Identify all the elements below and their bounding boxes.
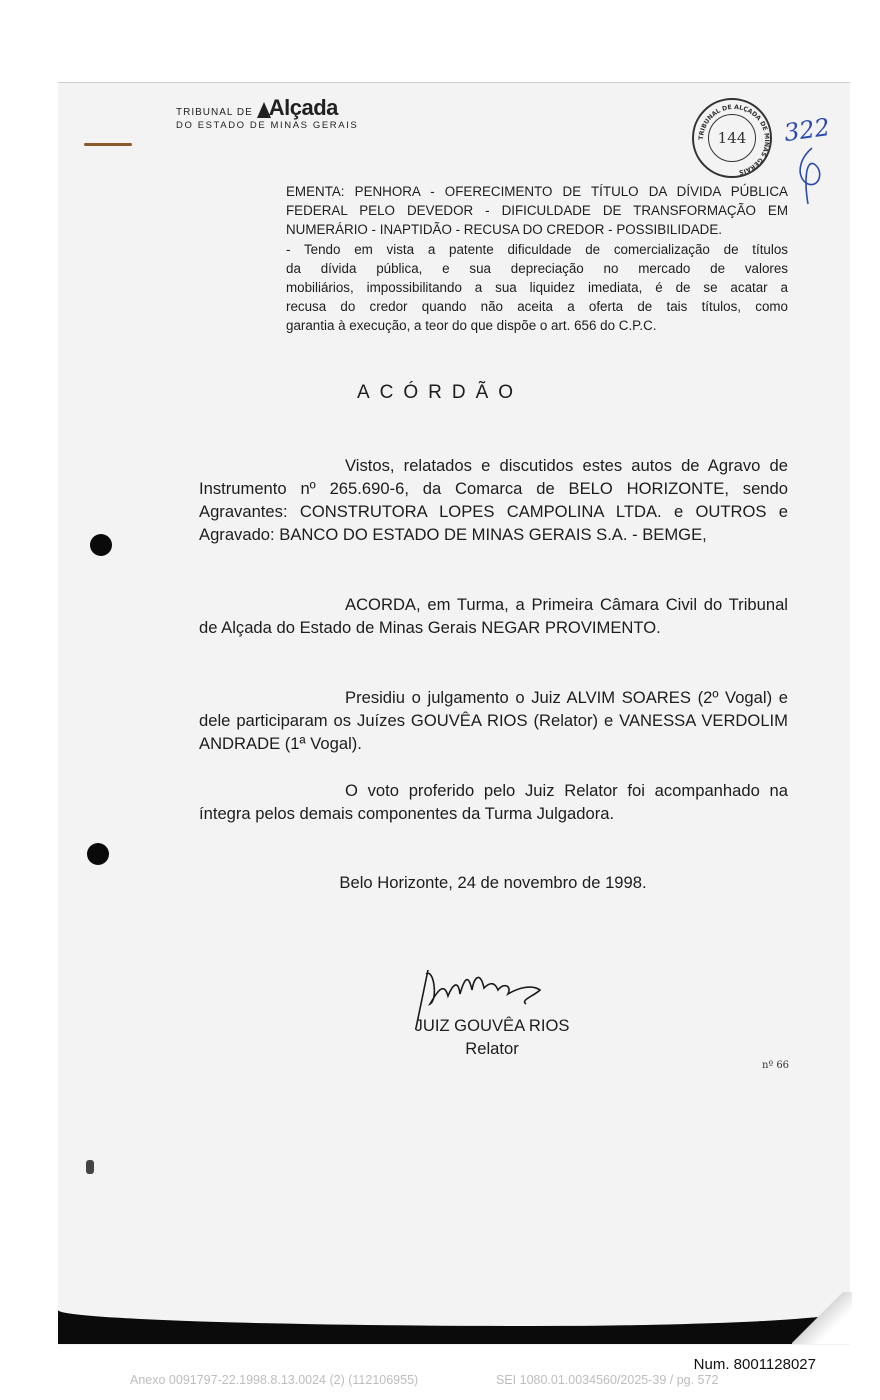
paragraph-text: O voto proferido pelo Juiz Relator foi acompanhado na íntegra pelos demais componentes da Turma Julgadora. xyxy=(199,781,788,823)
paper-mark xyxy=(86,1160,94,1174)
paragraph-voto xyxy=(199,779,788,825)
sei-reference: SEI 1080.01.0034560/2025-39 / pg. 572 xyxy=(496,1373,719,1387)
logo-main: Alçada xyxy=(268,95,338,120)
stamp-number: 144 xyxy=(708,114,756,162)
paragraph-text: Vistos, relatados e discutidos estes autos de Agravo de Instrumento nº 265.690-6, da Comarca de BELO HORIZONTE, sendo Agravantes: CONSTRUTORA LOPES CAMPOLINA LTDA. e OUTROS e Agravado: BANCO DO ESTADO DE MINAS GERAIS S.A. - BEMGE, xyxy=(199,456,788,544)
ementa-block xyxy=(286,182,788,336)
ementa-line: EMENTA: PENHORA - OFERECIMENTO DE TÍTULO DA DÍVIDA PÚBLICA xyxy=(286,184,788,199)
handwritten-mark xyxy=(794,140,830,210)
paragraph-text: ACORDA, em Turma, a Primeira Câmara Civil do Tribunal de Alçada do Estado de Minas Gerais NEGAR PROVIMENTO. xyxy=(199,595,788,637)
court-stamp xyxy=(692,98,772,178)
court-logo xyxy=(176,95,359,131)
ementa-line: - Tendo em vista a patente dificuldade de comercialização de títulos xyxy=(286,241,788,257)
annex-reference: Anexo 0091797-22.1998.8.13.0024 (2) (112106955) xyxy=(130,1373,419,1387)
ementa-line: da dívida pública, e sua depreciação no mercado de valores xyxy=(286,260,788,276)
paper-mark xyxy=(84,143,132,146)
handwritten-folio-number: 322 xyxy=(782,112,832,148)
paragraph-text: Presidiu o julgamento o Juiz ALVIM SOARES (2º Vogal) e dele participaram os Juízes GOUVÊA RIOS (Relator) e VANESSA VERDOLIM ANDRADE (1ª Vogal). xyxy=(199,688,788,753)
document-title: ACÓRDÃO xyxy=(356,382,524,403)
logo-prefix: TRIBUNAL DE xyxy=(176,107,253,118)
punch-hole-top xyxy=(90,534,112,556)
signer-block xyxy=(412,1014,572,1060)
signer-name: JUIZ GOUVÊA RIOS xyxy=(414,1016,570,1035)
ementa-line: mobiliários, impossibilitando a sua liquidez imediata, é de se acatar a xyxy=(286,280,788,296)
signer-role: Relator xyxy=(465,1039,519,1058)
paragraph-acorda xyxy=(199,593,788,639)
page-bottom-edge xyxy=(58,1310,850,1344)
paragraph-vistos xyxy=(199,454,788,546)
ementa-line: recusa do credor quando não aceita a oferta de tais títulos, como xyxy=(286,299,788,315)
ementa-line: NUMERÁRIO - INAPTIDÃO - RECUSA DO CREDOR - POSSIBILIDADE. xyxy=(286,222,722,238)
page-number: nº 66 xyxy=(762,1060,790,1071)
paragraph-presidiu xyxy=(199,686,788,755)
logo-subtitle: DO ESTADO DE MINAS GERAIS xyxy=(176,120,359,131)
document-number: Num. 8001128027 xyxy=(693,1356,816,1373)
page-corner-curl xyxy=(792,1292,852,1344)
punch-hole-bottom xyxy=(87,843,109,865)
page-fold xyxy=(58,1310,850,1326)
date-line: Belo Horizonte, 24 de novembro de 1998. xyxy=(339,873,647,892)
stamp-ring-label: TRIBUNAL DE ALÇADA DE MINAS GERAIS xyxy=(697,103,771,176)
ementa-line: FEDERAL PELO DEVEDOR - DIFICULDADE DE TRANSFORMAÇÃO EM xyxy=(286,203,788,219)
ementa-line: garantia à execução, a teor do que dispõe o art. 656 do C.P.C. xyxy=(286,318,657,334)
